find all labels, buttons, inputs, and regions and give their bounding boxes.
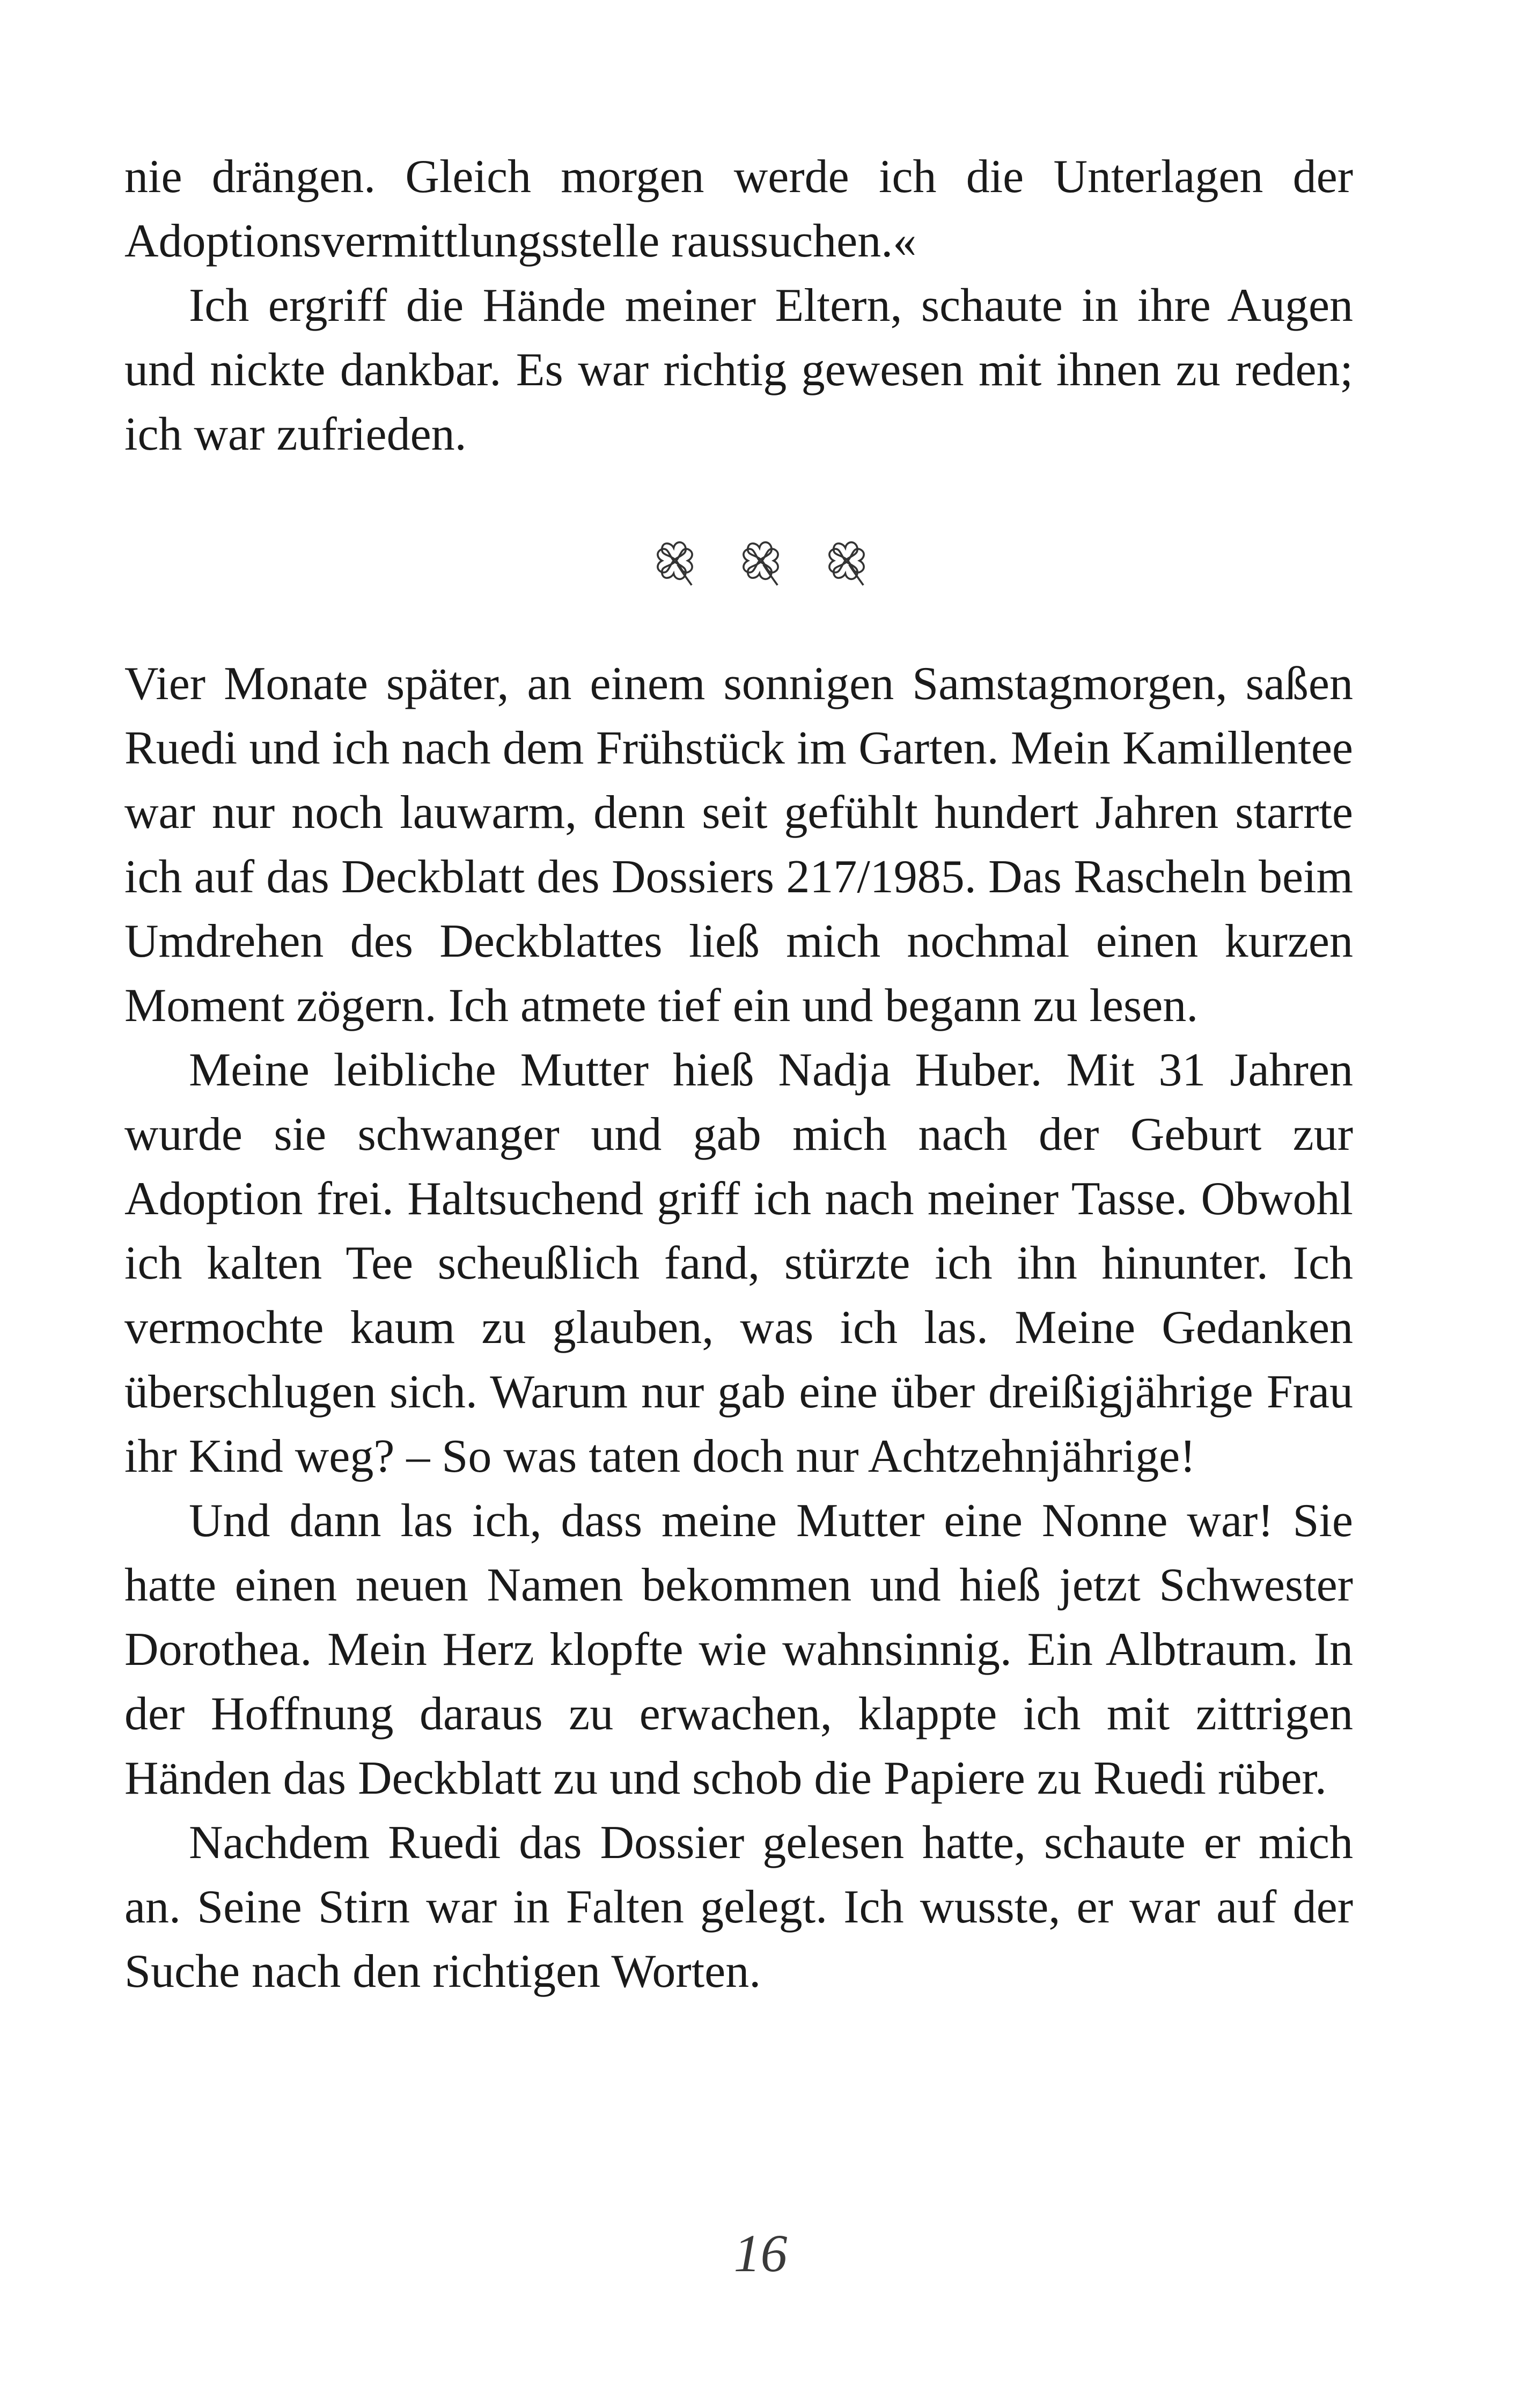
four-leaf-clover-icon xyxy=(643,528,707,593)
text-block-top xyxy=(124,145,1353,467)
four-leaf-clover-icon xyxy=(814,528,879,593)
paragraph: Und dann las ich, dass meine Mutter eine Nonne war! Sie hatte einen neuen Namen bekommen und hieß jetzt Schwester Dorothea. Mein Herz klopfte wie wahnsinnig. Ein Albtraum. In der Hoffnung daraus zu erwachen, klappte ich mit zittrigen Händen das Deckblatt zu und schob die Papiere zu Ruedi rüber. xyxy=(124,1495,1353,1804)
paragraph: Ich ergriff die Hände meiner Eltern, schaute in ihre Augen und nickte dankbar. Es war richtig gewesen mit ihnen zu reden; ich war zufrieden. xyxy=(124,280,1353,460)
text-block-bottom xyxy=(124,652,1353,2004)
section-separator xyxy=(0,528,1521,593)
paragraph: Meine leibliche Mutter hieß Nadja Huber. Mit 31 Jahren wurde sie schwanger und gab mich nach der Geburt zur Adoption frei. Haltsuchend griff ich nach meiner Tasse. Obwohl ich kalten Tee scheußlich fand, stürzte ich ihn hinunter. Ich vermochte kaum zu glauben, was ich las. Meine Gedanken überschlugen sich. Warum nur gab eine über dreißigjährige Frau ihr Kind weg? – So was taten doch nur Achtzehnjährige! xyxy=(124,1044,1353,1482)
paragraph: Nachdem Ruedi das Dossier gelesen hatte, schaute er mich an. Seine Stirn war in Falten gelegt. Ich wusste, er war auf der Suche nach den richtigen Worten. xyxy=(124,1817,1353,1998)
page-number: 16 xyxy=(733,2223,788,2283)
paragraph-continuation: nie drängen. Gleich morgen werde ich die Unterlagen der Adoptionsvermittlungsstelle raussuchen.« xyxy=(124,151,1353,267)
four-leaf-clover-icon xyxy=(729,528,793,593)
paragraph-section-start: Vier Monate später, an einem sonnigen Samstagmorgen, saßen Ruedi und ich nach dem Frühstück im Garten. Mein Kamillentee war nur noch lauwarm, denn seit gefühlt hundert Jahren starrte ich auf das Deckblatt des Dossiers 217/1985. Das Rascheln beim Umdrehen des Deckblattes ließ mich nochmal einen kurzen Moment zögern. Ich atmete tief ein und begann zu lesen. xyxy=(124,658,1353,1032)
